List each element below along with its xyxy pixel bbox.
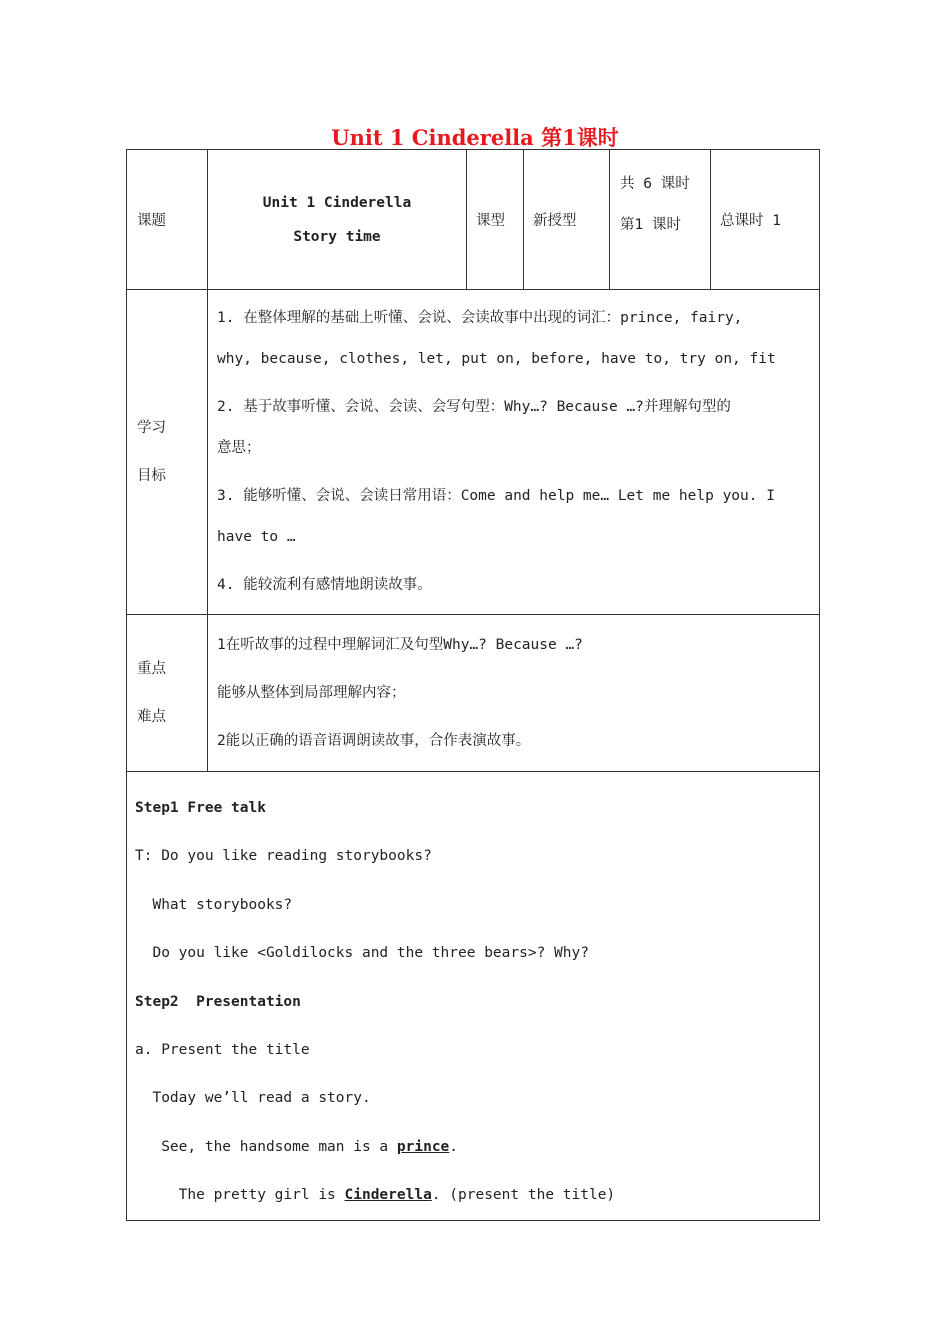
goal-line: why, because, clothes, let, put on, before, have to, try on, fit bbox=[217, 351, 776, 367]
step2-heading: Step2 Presentation bbox=[135, 993, 301, 1010]
goals-label-line2: 目标 bbox=[137, 468, 166, 484]
focus-item: 2能以正确的语音语调朗读故事，合作表演故事。 bbox=[217, 733, 531, 749]
step-text: . bbox=[449, 1138, 459, 1155]
step-line: Today we’ll read a story. bbox=[135, 1090, 371, 1107]
step-line bbox=[135, 1171, 811, 1219]
step-text: . (present the title) bbox=[431, 1187, 616, 1204]
goals-content bbox=[208, 290, 820, 615]
period-current: 第1 课时 bbox=[620, 217, 681, 233]
topic-cell bbox=[208, 150, 467, 290]
focus-label-line2: 难点 bbox=[137, 709, 166, 725]
total-periods: 总课时 1 bbox=[711, 150, 820, 290]
goal-line: 意思； bbox=[217, 440, 261, 456]
period-count-cell bbox=[610, 150, 711, 290]
focus-item: 能够从整体到局部理解内容； bbox=[217, 685, 406, 701]
step-text: The pretty girl is bbox=[135, 1187, 345, 1204]
topic-title: Unit 1 Cinderella bbox=[262, 194, 412, 211]
goals-label bbox=[127, 290, 208, 615]
goals-row bbox=[127, 290, 820, 615]
period-total: 共 6 课时 bbox=[620, 176, 690, 192]
goal-line: 4. 能较流利有感情地朗读故事。 bbox=[217, 577, 432, 593]
step1-heading: Step1 Free talk bbox=[135, 800, 266, 816]
steps-row bbox=[127, 772, 820, 1221]
focus-content bbox=[208, 615, 820, 772]
goal-line: 1. 在整体理解的基础上听懂、会说、会读故事中出现的词汇：prince, fairy, bbox=[217, 310, 743, 326]
type-label: 课型 bbox=[467, 150, 524, 290]
step-line: a. Present the title bbox=[135, 1042, 310, 1059]
goal-line: 2. 基于故事听懂、会说、会读、会写句型：Why…? Because …?并理解句型的 bbox=[217, 399, 731, 415]
step-line bbox=[135, 1123, 811, 1171]
goal-line: have to … bbox=[217, 529, 296, 545]
type-value: 新授型 bbox=[524, 150, 610, 290]
focus-row bbox=[127, 615, 820, 772]
topic-subtitle: Story time bbox=[293, 228, 381, 245]
keyword-cinderella: Cinderella bbox=[344, 1187, 432, 1204]
goal-line: 3. 能够听懂、会说、会读日常用语：Come and help me… Let me help you. I bbox=[217, 488, 775, 504]
step-line: T: Do you like reading storybooks? bbox=[135, 848, 432, 865]
header-row bbox=[127, 150, 820, 290]
step-line: Do you like <Goldilocks and the three bears>? Why? bbox=[135, 945, 589, 962]
document-title: Unit 1 Cinderella 第1课时 bbox=[331, 125, 619, 150]
focus-item: 1在听故事的过程中理解词汇及句型Why…? Because …? bbox=[217, 637, 583, 653]
keyword-prince: prince bbox=[396, 1138, 450, 1155]
step-text: See, the handsome man is a bbox=[135, 1138, 397, 1155]
lesson-plan-table bbox=[126, 149, 820, 1221]
focus-label-line1: 重点 bbox=[137, 661, 166, 677]
step-line: What storybooks? bbox=[135, 896, 293, 913]
topic-label: 课题 bbox=[127, 150, 208, 290]
focus-label bbox=[127, 615, 208, 772]
teaching-steps bbox=[127, 772, 820, 1221]
goals-label-line1: 学习 bbox=[137, 420, 166, 436]
